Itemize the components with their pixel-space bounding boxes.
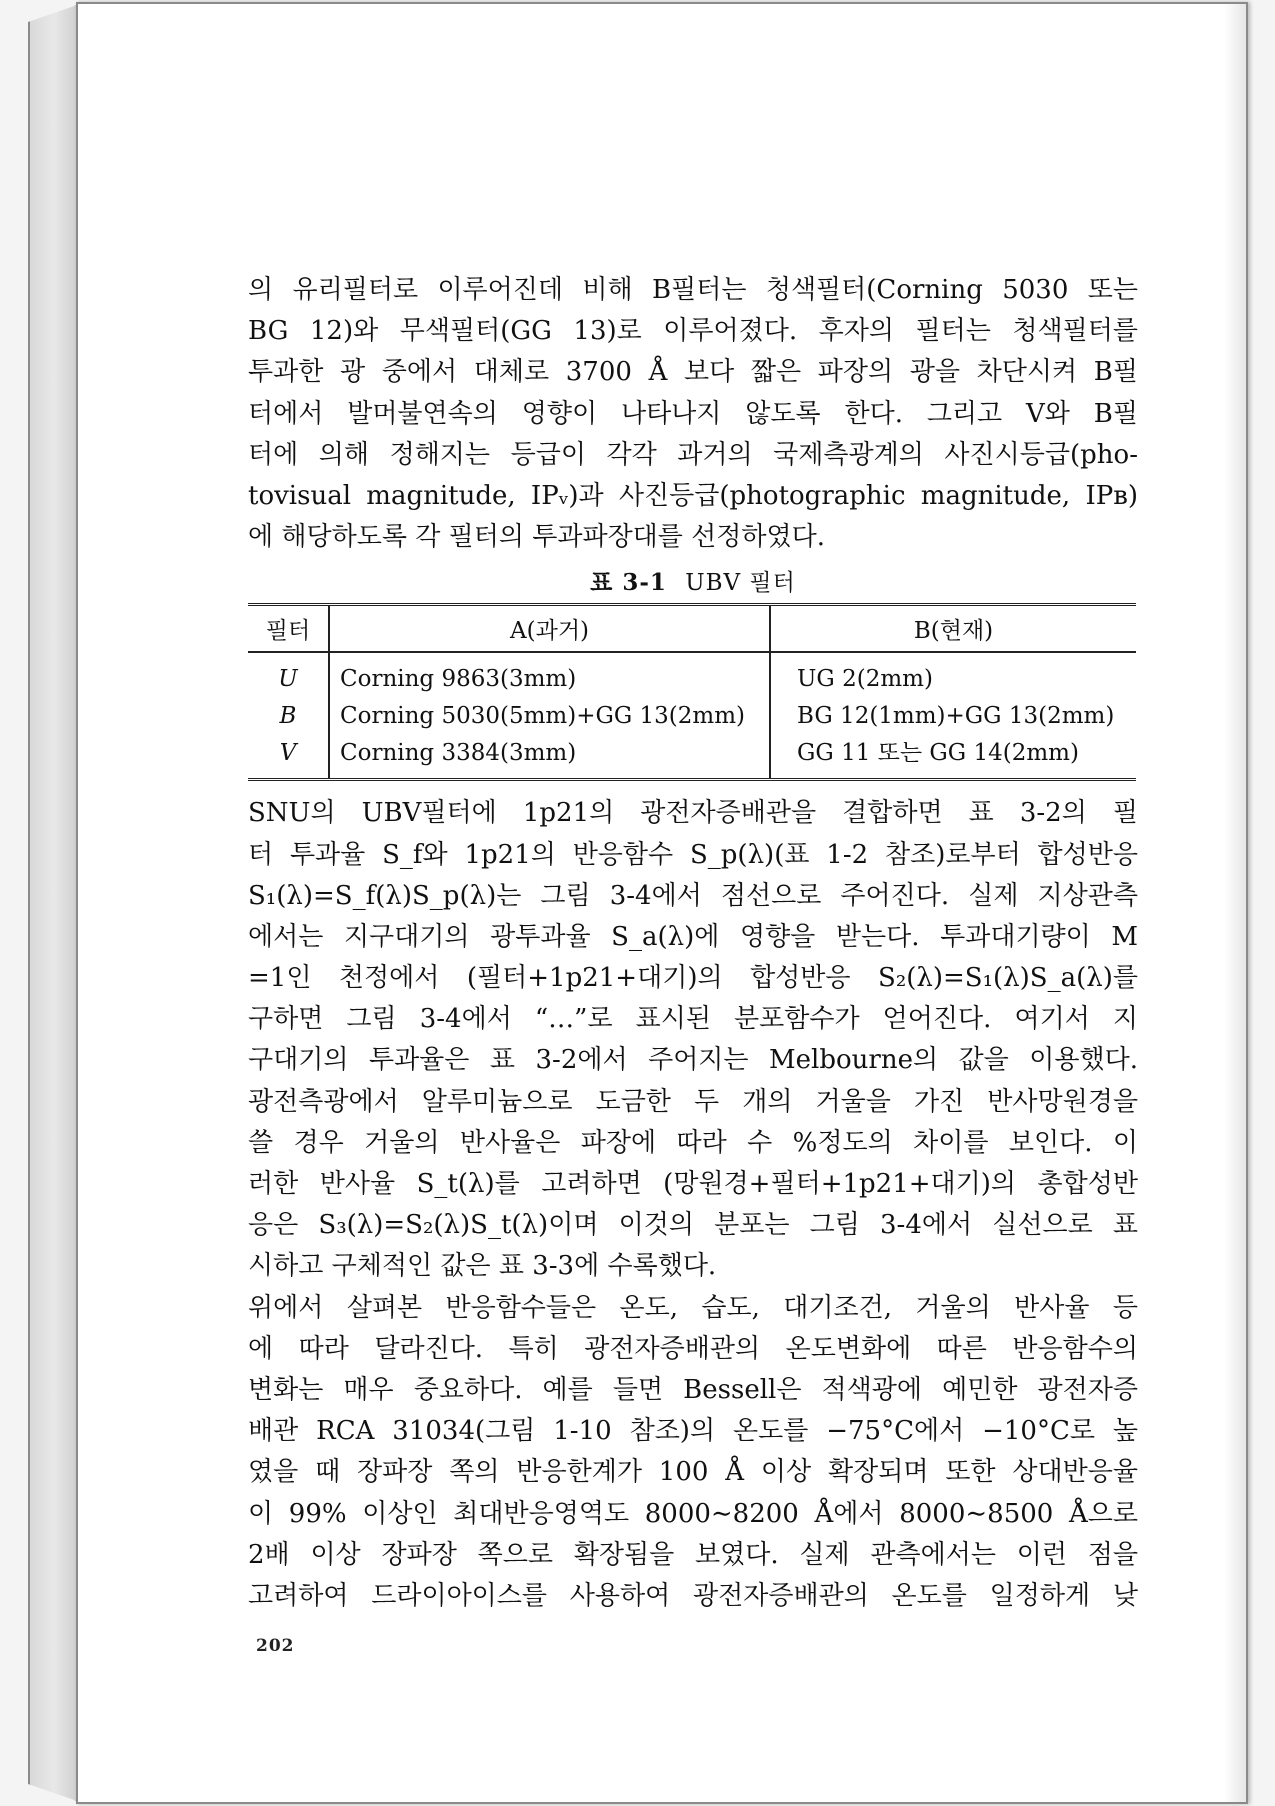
paragraph-top (248, 270, 1138, 558)
text-line: 시하고 구체적인 값은 표 3-3에 수록했다. (248, 1251, 717, 1282)
cell-filter: V (248, 735, 329, 780)
text-line: 구하면 그림 3-4에서 “…”로 표시된 분포함수가 얻어진다. 여기서 지 (248, 1004, 1138, 1035)
cell-present: BG 12(1mm)+GG 13(2mm) (797, 703, 1115, 730)
text-line: 터에 의해 정해지는 등급이 각각 과거의 국제측광계의 사진시등급(pho- (248, 439, 1138, 470)
text-line: S₁(λ)=S_f(λ)S_p(λ)는 그림 3-4에서 점선으로 주어진다. 실제 지상관측 (248, 880, 1138, 911)
table-caption-label: 표 3-1 (590, 569, 667, 597)
table-row (248, 698, 1136, 735)
header-present: B(현재) (770, 605, 1136, 653)
text-line: 이 99% 이상인 최대반응영역도 8000∼8200 Å에서 8000∼8500 Å으로 (248, 1498, 1138, 1529)
text-line: 터에서 발머불연속의 영향이 나타나지 않도록 한다. 그리고 V와 B필 (248, 398, 1138, 429)
text-line: 의 유리필터로 이루어진데 비해 B필터는 청색필터(Corning 5030 또는 (248, 275, 1138, 305)
text-line: 터 투과율 S_f와 1p21의 반응함수 S_p(λ)(표 1-2 참조)로부터 합성반응 (248, 839, 1138, 870)
table-row (248, 652, 1136, 698)
text-line: SNU의 UBV필터에 1p21의 광전자증배관을 결합하면 표 3-2의 필 (248, 798, 1138, 829)
header-past: A(과거) (329, 605, 770, 653)
ubv-filter-table (248, 603, 1136, 781)
table-row (248, 735, 1136, 780)
cell-past: Corning 5030(5mm)+GG 13(2mm) (329, 698, 770, 735)
page-shadow (1224, 4, 1246, 1802)
text-line: 위에서 살펴본 반응함수들은 온도, 습도, 대기조건, 거울의 반사율 등 (248, 1292, 1138, 1323)
cell-filter: B (248, 698, 329, 735)
text-line: 쓸 경우 거울의 반사율은 파장에 따라 수 %정도의 차이를 보인다. 이 (248, 1127, 1138, 1158)
cell-filter: U (248, 652, 329, 698)
text-line: 구대기의 투과율은 표 3-2에서 주어지는 Melbourne의 값을 이용했다. (248, 1045, 1138, 1076)
text-line: 에 따라 달라진다. 특히 광전자증배관의 온도변화에 따른 반응함수의 (248, 1333, 1138, 1364)
book-side-edge (28, 4, 80, 1802)
table-caption (248, 564, 1138, 597)
text-line: 러한 반사율 S_t(λ)를 고려하면 (망원경+필터+1p21+대기)의 총합성반 (248, 1169, 1138, 1199)
page-content (248, 270, 1138, 1617)
text-line: BG 12)와 무색필터(GG 13)로 이루어졌다. 후자의 필터는 청색필터를 (248, 316, 1138, 347)
cell-past: Corning 3384(3mm) (329, 735, 770, 780)
header-filter: 필터 (248, 605, 329, 653)
text-line: 광전측광에서 알루미늄으로 도금한 두 개의 거울을 가진 반사망원경을 (248, 1086, 1138, 1117)
cell-past: Corning 9863(3mm) (329, 652, 770, 698)
paragraph-bottom (248, 1288, 1138, 1618)
text-line: 변화는 매우 중요하다. 예를 들면 Bessell은 적색광에 예민한 광전자증 (248, 1374, 1138, 1405)
cell-present: UG 2(2mm) (797, 666, 933, 693)
text-line: =1인 천정에서 (필터+1p21+대기)의 합성반응 S₂(λ)=S₁(λ)S_a(λ)를 (248, 963, 1138, 994)
text-line: 고려하여 드라이아이스를 사용하여 광전자증배관의 온도를 일정하게 낮 (248, 1580, 1138, 1611)
text-line: 에 해당하도록 각 필터의 투과파장대를 선정하였다. (248, 522, 826, 553)
table-caption-title: UBV 필터 (685, 570, 796, 597)
text-line: tovisual magnitude, IPᵥ)과 사진등급(photographic magnitude, IPʙ) (248, 480, 1138, 511)
text-line: 응은 S₃(λ)=S₂(λ)S_t(λ)이며 이것의 분포는 그림 3-4에서 실선으로 표 (248, 1210, 1138, 1241)
text-line: 였을 때 장파장 쪽의 반응한계가 100 Å 이상 확장되며 또한 상대반응율 (248, 1457, 1138, 1488)
table-header-row (248, 605, 1136, 653)
text-line: 투과한 광 중에서 대체로 3700 Å 보다 짧은 파장의 광을 차단시켜 B필 (248, 357, 1138, 388)
text-line: 2배 이상 장파장 쪽으로 확장됨을 보였다. 실제 관측에서는 이런 점을 (248, 1539, 1138, 1570)
text-line: 에서는 지구대기의 광투과율 S_a(λ)에 영향을 받는다. 투과대기량이 M (248, 921, 1138, 952)
cell-present: GG 11 또는 GG 14(2mm) (797, 740, 1079, 767)
page-number: 202 (256, 1636, 295, 1656)
text-line: 배관 RCA 31034(그림 1-10 참조)의 온도를 −75°C에서 −10°C로 높 (248, 1416, 1138, 1447)
paragraph-middle (248, 793, 1138, 1287)
